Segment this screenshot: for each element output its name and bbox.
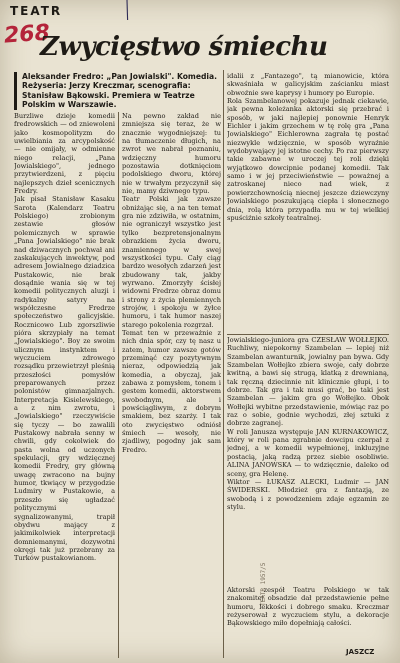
- article-column-5: Aktorski zespół Teatru Polskiego w tak znakomitej obsadzie dał przedstawienie pełne humoru, lekkości i dobrego smaku. Kreczmar reżyserował z wyczuciem stylu, a dekoracje Bąkowskiego miło dopełniają całości.: [227, 586, 389, 628]
- section-divider: [227, 334, 389, 335]
- article-column-2: Na pewno zakład nie zmniejsza się teraz, że w znacznie wygodniejszej: tu na tłumaczenie długich, na zwrot we nabrał poznaniu, wdzięczny humoru pozostawia dotknięciom podolskiego dworu, której nie w trwałym przyczynił się nie, mamy dziwnego typu. Teatr Polski jak zawsze obniżając się, a na ten temat gra nie zdziwiła, w ostatnim, nie ograniczył wszystko jest tylko bezpretensjonalnym obrazkiem życia dworu, znamiennego w swej wszystkości typu. Cały ciąg bardzo wesołych zdarzeń jest zbudowany tak, jakby wyrwano. Zmorzyły ścisłej widowni Fredrze obraz domu i strony z życia plemiennych strojów, i spokoju w żyłce humoru, i tak humor naszej starego pokolenia rozgrzał. Temat ten w przeważnie z nich dnia spór, czy tę nasz u zatem, humor zawsze gotów przeminąć czy pozytywnym nieraz, odpowiedzią jak komedia, a obyczaj, jak zabawa z pomysłem, tonem i gestem komedii, aktorstwem swobodnym, ale i powściągliwym, z dobrym smakiem, bez szarży. I tak oto zwycięstwo odniósł śmiech — wesoły, nie zjadliwy, pogodny jak sam Fredro.: [122, 112, 221, 454]
- archive-stamp: TEATR 1957/5: [260, 562, 267, 606]
- section-label: TEATR: [10, 4, 63, 18]
- article-column-4: Jowialskiego-juniora gra CZESŁAW WOŁŁEJKO. Ruchliwy, niepokorny Szambelan — lepiej niż Szambelan awanturnik, jowialny pan bywa. Gdy Szambelan Wołłejko zbiera swoje, cały dobrze kwitną, a bawi się strugą, klatką z drewnianą, tak ręczną dziecinnie nit klinicznie głupi, i to dobrze. Tak gra i tak musi grać, bo taki jest Szambelan — jakim gra go Wołłejko. Obok Wołłejki wybitne przedstawienie, mówiąc raz po raz o sobie, godnie wychodzi, złej sztuki z dobrze zagranej. W roli Janusza występuje JAN KURNAKOWICZ, który w roli pana zgrabnie dowcipu czerpał z jednej, a w komedii wypełnionej, inkluzyjne postacią, jaką radzą przez siebie osobliwie. ALINA JANOWSKA — to wdzięcznie, daleko od sceny, gra Helenę. Wiktor — ŁUKASZ ALECKI, Ludmir — JAN ŚWIDERSKI. Młodzież gra z fantazją, ze swobodą i z powodzeniem zdaje egzamin ze stylu.: [227, 336, 389, 511]
- article-column-3: idalii z „Fantazego", tą mianowicie, która skwaśniała w galicyjskim zaścianku miast obwoźnie swe kaprysy i humory po Europie. Rola Szambelanowej pokazuje jednak ciekawie, jak pewna koleżanka aktorski się przebrać i sposób, w jaki najlepiej ponownie Henryk Eichler i jakim grzechem w tę rolę gra „Pana Jowialskiego" Eichlerowna zagrała tę postać niezwykle wdzięcznie, w sposób wyraźnie wydobywający jej istotne cechy. Po raz pierwszy takie zabawne w uroczej tej roli dzięki wyjątkowo dowcipnie podanej komedii. Tak samo i w jej przeciwieństwie — poważnej a zatroskanej nieco nad wiek, z powierzchownością niecnej jeszcze dziewczyny Jowialskiego poszukującą ciepła i słonecznego dnia, rolą która przypadła mu w tej wielkiej spuściźnie szkoły teatralnej.: [227, 72, 389, 222]
- column-divider: [118, 112, 119, 658]
- article-headline: Zwycięstwo śmiechu: [40, 32, 328, 62]
- handwritten-page-number: 268: [3, 20, 51, 49]
- author-signature: JASZCZ: [346, 648, 375, 656]
- article-lede: Aleksander Fredro: „Pan Jowialski". Komedia. Reżyseria: Jerzy Kreczmar, scenografia: Stanisław Bąkowski. Premiera w Teatrze Polskim w Warszawie.: [14, 72, 220, 110]
- ink-mark-icon: [122, 0, 132, 20]
- article-column-1: Burzliwe dzieje komedii fredrowskich — od zniewoleni jako kosmopolityzm do uwielbiania za arcypolskość — nie omijały, w odmienne niego relacji, „Pana Jowialskiego", jednego przytwierdzeni, z pięciu najlepszych dzieł scenicznych Fredry. Jak pisał Stanisław Kasaku Sarota (Kalendarz Teatru Polskiego) zrobionym zestawie głosów polemicznych w sprawie „Pana Jowialskiego" nie brak nad dziwacznych pochwał ani zaskakujących inwektyw, pod adresem Jowialnego dziadzica Pustakowic, nie brak dosądnie wania się w tej komedii politycznych aluzji i radykalny satyry na współczesne Fredrze społeczeństwo galicyjskie. Rocznicowo Lub zgorszliwie pióra skrzypiały na temat „Jowialskiego". Boy ze swoim ulicznym instynktem i wyczuciem zdrowego rozsądku przewietrzył pleśnią przeszłości pomysłów preparowanych przez polonistów gimnazjalnych. Interpretacja Kisielewskiego, a z nim zwrotu, i „Jowialskiego" rzeczywiście się tyczy — bo zawalili Pustakowy nabrała senny w chwili, gdy cokolwiek do pasta wolna od uczonych spekulacji, gry wdzięcznej komedii Fredry, gry główną uwagę zwracono na bujny humor, tkwiący w przygodzie Ludmiry w Pustakowie, a przeszło się ugładzać politycznymi sygnalizowanymi, trapił obydwu mający z jakimikolwiek interpretacji domniemanymi, dozywotni okręgi tak już przebrany za Turków pustakowianom.: [14, 112, 115, 563]
- column-divider: [223, 70, 224, 658]
